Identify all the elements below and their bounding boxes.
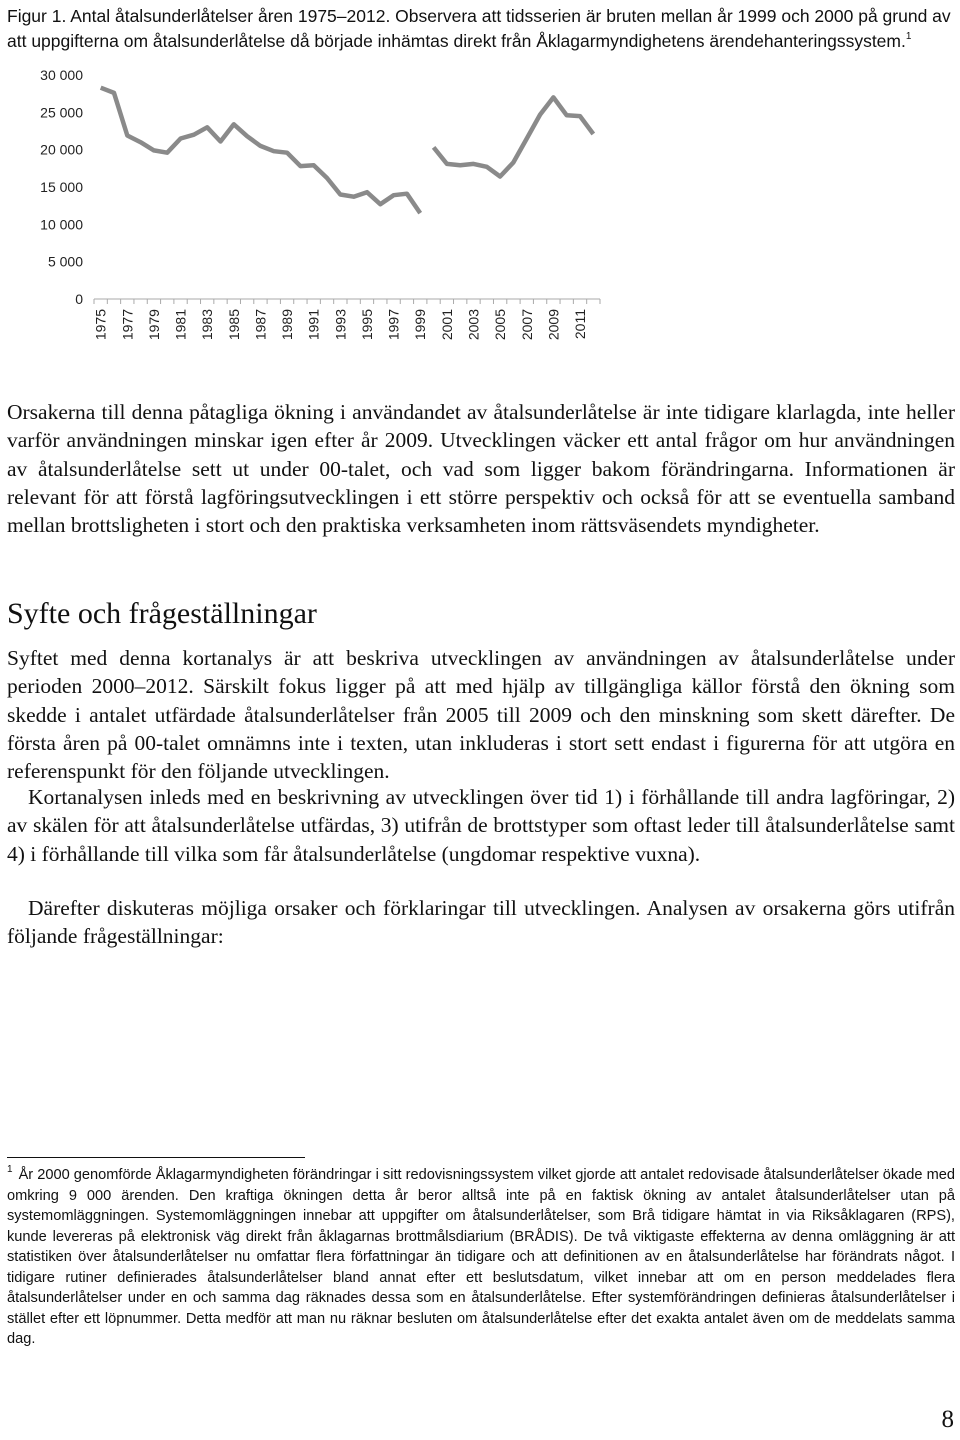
body-paragraph-1: Orsakerna till denna påtagliga ökning i användandet av åtalsunderlåtelse är inte tidigare klarlagda, inte heller varför användningen minskar igen efter år 2009. Utvecklingen väcker ett antal frågor om hur användningen av åtalsunderlåtelse sett ut under 00-talet, och vad som ligger bakom förändringarna. Informationen är relevant för att förstå lagföringsutvecklingen i ett större perspektiv och också för att se eventuella samband mellan brottsligheten i stort och den praktiska verksamheten inom rättsväsendets myndigheter. (7, 400, 955, 538)
x-tick-label: 1991 (305, 309, 322, 341)
y-tick-label: 10 000 (40, 216, 83, 233)
x-tick-label: 1997 (385, 309, 402, 341)
footnote-text: År 2000 genomförde Åklagarmyndigheten förändringar i sitt redovisningssystem vilket gjorde att antalet redovisade åtalsunderlåtelser ökade med omkring 9 000 ärenden. Den kraftiga ökningen detta år beror alltså inte på en faktisk ökning av antalet åtalsunderlåtelser utan på systemomläggningen. Systemomläggningen innebar att uppgifter om åtalsunderlåtelser, som Brå tidigare hämtat in via Riksåklagaren (RPS), kunde levereras på elektronisk väg direkt från åklagarnas brottmålsdiarium (BRÅDIS). De två viktigaste effekterna av denna omläggning är att statistiken över åtalsunderlåtelser nu omfattar flera författningar än tidigare och att definitionen av en åtalsunderlåtelse har förändrats något. I tidigare rutiner definierades åtalsunderlåtelser bland annat efter ett beslutsdatum, vilket innebar att om en person meddelades flera åtalsunderlåtelser under en och samma dag räknades dessa som en åtalsunderlåtelse. Efter systemförändringen definieras åtalsunderlåtelser i stället efter ett löpnummer. Detta medför att man nu räknar besluten om åtalsunderlåtelse efter det exakta antalet även om de meddelats samma dag. (7, 1167, 955, 1347)
y-tick-label: 5 000 (47, 253, 83, 270)
y-tick-label: 20 000 (40, 141, 83, 158)
footnote-marker: 1 (7, 1164, 13, 1175)
x-tick-label: 1981 (172, 309, 189, 341)
x-tick-label: 2003 (465, 309, 482, 341)
footnote (7, 1165, 955, 1350)
page-number: 8 (941, 1406, 954, 1433)
x-tick-label: 1987 (252, 309, 269, 341)
x-tick-label: 1983 (199, 309, 216, 341)
x-tick-label: 2005 (492, 309, 509, 341)
x-axis (93, 299, 600, 340)
body-paragraph-3: Kortanalysen inleds med en beskrivning av utvecklingen över tid 1) i förhållande till andra lagföringar, 2) av skälen för att åtalsunderlåtelse utfärdas, 3) utifrån de brottstyper som oftast leder till åtalsunderlåtelse samt 4) i förhållande till vilka som får åtalsunderlåtelse (ungdomar respektive vuxna). (7, 785, 955, 866)
x-tick-label: 2001 (438, 309, 455, 341)
figure-caption-text: Figur 1. Antal åtalsunderlåtelser åren 1975–2012. Observera att tidsserien är bruten mellan år 1999 och 2000 på grund av att uppgifterna om åtalsunderlåtelse då började inhämtas direkt från Åklagarmyndighetens ärendehanteringssystem. (7, 6, 951, 51)
x-tick-label: 1993 (332, 309, 349, 341)
series-line-1975-1999 (101, 88, 421, 213)
x-tick-label: 2007 (518, 309, 535, 341)
x-tick-label: 1985 (225, 309, 242, 341)
series-line-2000-2012 (434, 97, 594, 176)
x-tick-label: 1979 (145, 309, 162, 341)
y-axis-labels (40, 67, 83, 307)
body-paragraph-2: Syftet med denna kortanalys är att beskriva utvecklingen av användningen av åtalsunderlåtelse under perioden 2000–2012. Särskilt fokus ligger på att med hjälp av tillgängliga källor förstå den ökning som skedde i antalet utfärdade åtalsunderlåtelser från 2005 till 2009 och den minskning som skett därefter. De första åren på 00-talet omnämns inte i texten, utan inkluderas i stort sett endast i figurerna för att utgöra en referenspunkt för den följande utvecklingen. (7, 646, 955, 784)
footnote-divider (7, 1157, 305, 1158)
x-tick-label: 1999 (412, 309, 429, 341)
x-tick-label: 1977 (119, 309, 136, 341)
x-tick-label: 2009 (545, 309, 562, 341)
x-tick-label: 1975 (92, 309, 109, 341)
x-tick-label: 1995 (358, 309, 375, 341)
y-tick-label: 25 000 (40, 104, 83, 121)
x-tick-label: 2011 (572, 309, 589, 340)
series-layer (101, 88, 594, 214)
body-paragraph-4: Därefter diskuteras möjliga orsaker och förklaringar till utvecklingen. Analysen av orsakerna görs utifrån följande frågeställningar: (7, 896, 955, 949)
section-heading: Syfte och frågeställningar (7, 597, 317, 630)
y-tick-label: 30 000 (40, 67, 83, 83)
y-tick-label: 0 (75, 291, 83, 307)
line-chart (0, 62, 620, 362)
figure-caption (7, 4, 955, 54)
x-tick-label: 1989 (279, 309, 296, 341)
y-tick-label: 15 000 (40, 179, 83, 195)
footnote-reference: 1 (905, 31, 912, 42)
